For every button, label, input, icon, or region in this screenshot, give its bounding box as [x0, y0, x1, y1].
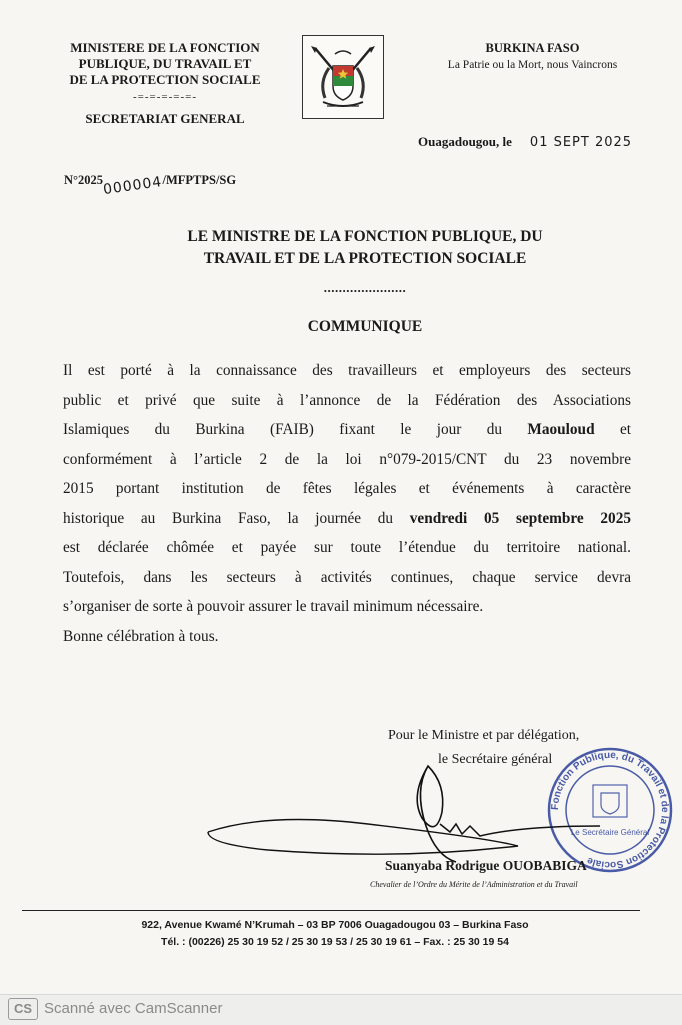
- camscanner-logo-icon: CS: [8, 998, 38, 1020]
- body-line: public et privé que suite à l’annonce de la Fédération des Associations: [63, 391, 631, 409]
- stamp-ring-text: Fonction Publique, du Travail et de la Protection Sociale: [549, 749, 671, 871]
- body-line: Toutefois, dans les secteurs à activités continues, chaque service devra: [63, 568, 631, 586]
- ref-prefix: N°2025: [64, 173, 104, 187]
- document-heading: [40, 226, 682, 270]
- heading-line-1: LE MINISTRE DE LA FONCTION PUBLIQUE, DU: [187, 228, 543, 245]
- body-line: conformément à l’article 2 de la loi n°079-2015/CNT du 23 novembre: [63, 450, 631, 468]
- maouloud-emphasis: Maouloud: [527, 421, 595, 438]
- phone-line: Tél. : (00226) 25 30 19 52 / 25 30 19 53 / 25 30 19 61 – Fax. : 25 30 19 54: [161, 936, 509, 948]
- country-header: [425, 40, 640, 74]
- body-line: historique au Burkina Faso, la journée du vendredi 05 septembre 2025: [63, 509, 631, 527]
- communique-body: [63, 356, 631, 651]
- footer-divider: [22, 910, 640, 911]
- coat-of-arms-emblem: [302, 35, 384, 119]
- dotted-separator: ......................: [323, 280, 407, 295]
- scanner-label: Scanné avec CamScanner: [44, 1000, 223, 1017]
- signatory-distinction: Chevalier de l’Ordre du Mérite de l’Administration et du Travail: [370, 880, 578, 889]
- ref-suffix: /MFPTPS/SG: [162, 173, 237, 187]
- header-separator: -=-=-=-=-=-: [133, 91, 197, 103]
- communique-title: COMMUNIQUE: [307, 318, 423, 335]
- country-name: BURKINA FASO: [485, 41, 580, 55]
- closing-line: Bonne célébration à tous.: [63, 627, 219, 645]
- date-prefix: Ouagadougou, le: [418, 134, 512, 149]
- national-motto: La Patrie ou la Mort, nous Vaincrons: [447, 59, 618, 71]
- address-line: 922, Avenue Kwamé N’Krumah – 03 BP 7006 Ouagadougou 03 – Burkina Faso: [141, 919, 529, 931]
- date-line: [418, 134, 632, 150]
- ministry-line-3: DE LA PROTECTION SOCIALE: [69, 72, 261, 87]
- heading-line-2: TRAVAIL ET DE LA PROTECTION SOCIALE: [203, 250, 527, 267]
- body-line: 2015 portant institution de fêtes légales et événements à caractère: [63, 480, 631, 497]
- ministry-line-2: PUBLIQUE, DU TRAVAIL ET: [78, 56, 252, 71]
- date-stamp-value: 01 SEPT 2025: [529, 135, 633, 150]
- delegation-line: Pour le Ministre et par délégation,: [388, 728, 580, 743]
- ref-handwritten-number: 000004: [102, 173, 164, 199]
- stamp-inner-text: Le Secrétaire Général: [570, 828, 650, 837]
- body-line: Islamiques du Burkina (FAIB) fixant le jour du Maouloud et: [63, 421, 631, 438]
- ministry-line-1: MINISTERE DE LA FONCTION: [70, 40, 260, 55]
- reference-number: [64, 172, 237, 199]
- secretary-title: le Secrétaire général: [438, 752, 553, 767]
- ministry-header: [20, 40, 310, 127]
- signatory-name: Suanyaba Rodrigue OUOBABIGA: [385, 858, 587, 873]
- body-line: Il est porté à la connaissance des travailleurs et employeurs des secteurs: [63, 362, 631, 379]
- secretariat-label: SECRETARIAT GENERAL: [85, 111, 245, 126]
- body-line: est déclarée chômée et payée sur toute l’étendue du territoire national.: [63, 539, 631, 556]
- coat-of-arms-icon: [303, 36, 383, 118]
- body-line: s’organiser de sorte à pouvoir assurer le travail minimum nécessaire.: [63, 598, 484, 615]
- holiday-date-emphasis: vendredi 05 septembre 2025: [409, 509, 631, 527]
- footer-address: [40, 917, 630, 951]
